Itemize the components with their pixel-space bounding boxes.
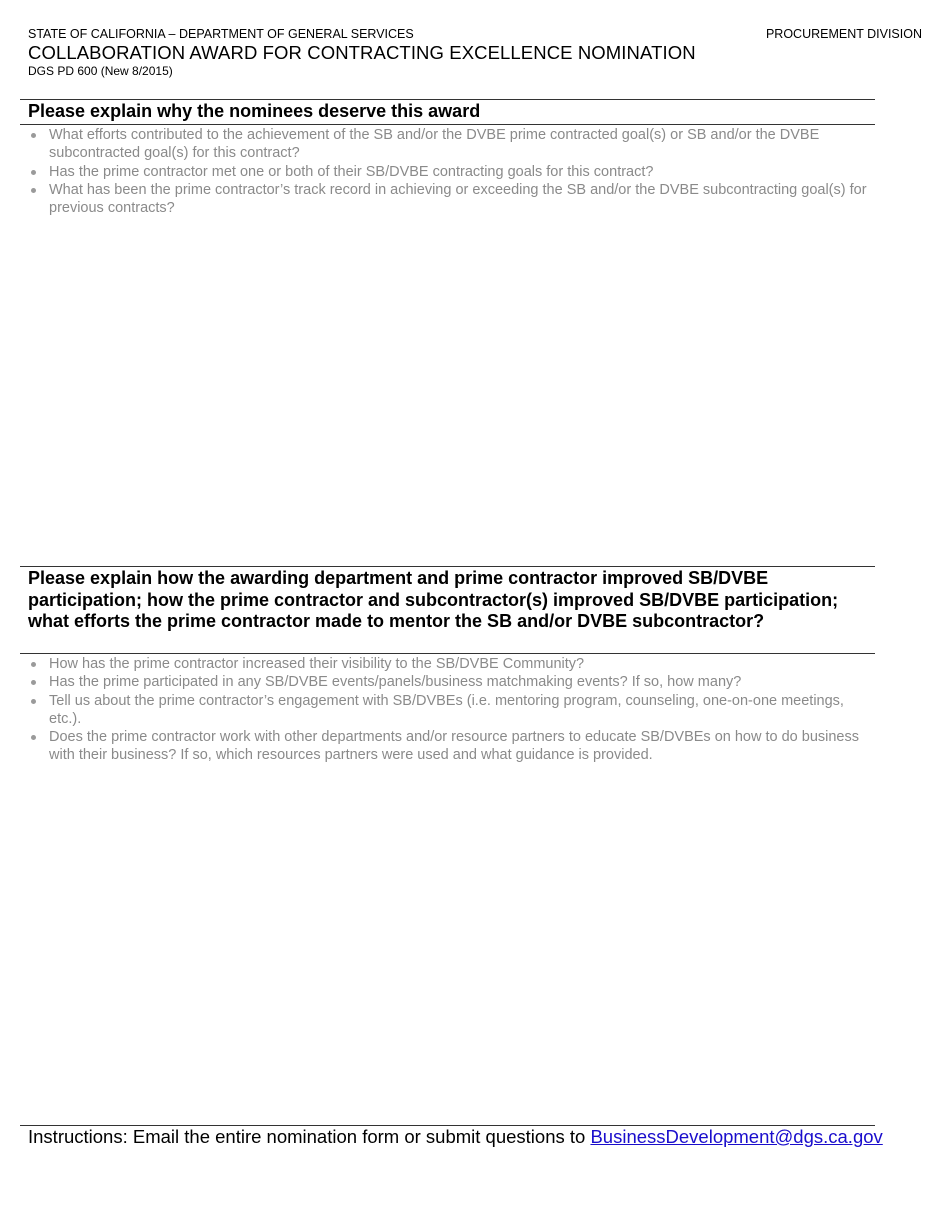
form-number: DGS PD 600 (New 8/2015) bbox=[28, 64, 173, 78]
section1-heading: Please explain why the nominees deserve this award bbox=[28, 101, 481, 121]
section1-prompt: What has been the prime contractor’s track record in achieving or exceeding the SB and/or the DVBE subcontracting goal(s) for previous contracts? bbox=[49, 181, 879, 218]
section1-prompt-list bbox=[28, 126, 879, 217]
agency-name: STATE OF CALIFORNIA – DEPARTMENT OF GENERAL SERVICES bbox=[28, 27, 414, 41]
section2-prompt: Has the prime participated in any SB/DVBE events/panels/business matchmaking events? If so, how many? bbox=[49, 673, 879, 691]
section2-prompt: Tell us about the prime contractor’s engagement with SB/DVBEs (i.e. mentoring program, counseling, one-on-one meetings, etc.). bbox=[49, 692, 879, 729]
instructions-text: Instructions: Email the entire nomination form or submit questions to bbox=[28, 1126, 591, 1147]
division-name: PROCUREMENT DIVISION bbox=[765, 27, 922, 41]
section2-bottom-rule bbox=[20, 653, 875, 654]
section2-heading: Please explain how the awarding department and prime contractor improved SB/DVBE participation; how the prime contractor and subcontractor(s) improved SB/DVBE participation; what efforts the prime contractor made to mentor the SB and/or DVBE subcontractor? bbox=[28, 568, 839, 631]
section1-prompt: Has the prime contractor met one or both of their SB/DVBE contracting goals for this contract? bbox=[49, 163, 879, 181]
email-link[interactable]: BusinessDevelopment@dgs.ca.gov bbox=[590, 1126, 883, 1147]
section2-prompt: Does the prime contractor work with other departments and/or resource partners to educate SB/DVBEs on how to do business with their business? If so, which resources partners were used and what guidance is provided. bbox=[49, 728, 879, 765]
section2-top-rule bbox=[20, 566, 875, 567]
section1-prompt: What efforts contributed to the achievement of the SB and/or the DVBE prime contracted goal(s) or SB and/or the DVBE subcontracted goal(s) for this contract? bbox=[49, 126, 879, 163]
section2-prompt-list bbox=[28, 655, 879, 765]
instructions bbox=[28, 1126, 883, 1148]
section1-top-rule bbox=[20, 99, 875, 100]
section2-prompt: How has the prime contractor increased their visibility to the SB/DVBE Community? bbox=[49, 655, 879, 673]
section1-bottom-rule bbox=[20, 124, 875, 125]
form-title: COLLABORATION AWARD FOR CONTRACTING EXCELLENCE NOMINATION bbox=[28, 42, 696, 63]
